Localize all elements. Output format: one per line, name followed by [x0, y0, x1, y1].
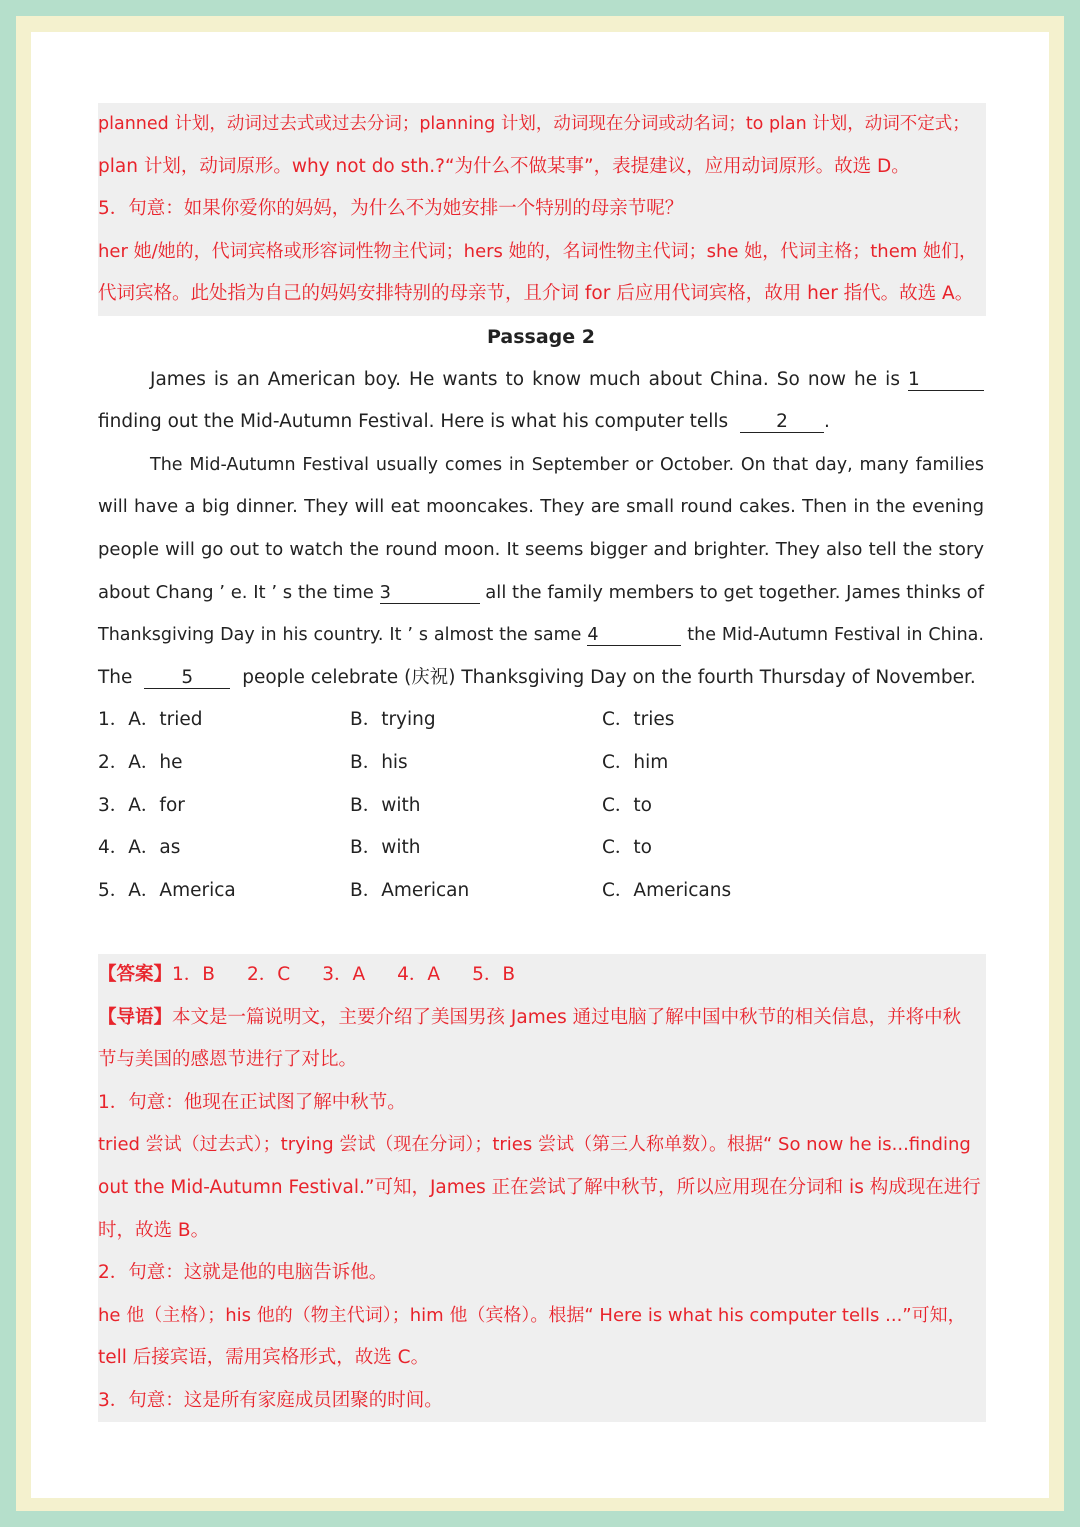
- answer-text: [98, 954, 986, 1423]
- explanation-top-text: [98, 103, 986, 316]
- explanation-line: plan 计划，动词原形。why not do sth.?“为什么不做某事”，表提建议，应用动词原形。故选 D。: [98, 155, 910, 177]
- passage-text: The: [98, 666, 133, 688]
- passage-text: James is an American boy. He wants to know much about China. So now he is: [150, 368, 900, 390]
- guide-label: 【导语】: [98, 1006, 173, 1028]
- blank-1: 1: [908, 370, 984, 391]
- option-row: [98, 742, 984, 785]
- option-a: 5．A．America: [98, 879, 236, 901]
- passage-text: .: [824, 411, 830, 433]
- option-b: B．American: [350, 879, 470, 901]
- guide-line: 节与美国的感恩节进行了对比。: [98, 1049, 358, 1071]
- answer-item: 4．A: [397, 964, 441, 985]
- passage-line: [98, 359, 984, 402]
- explanation-line: 2．句意：这就是他的电脑告诉他。: [98, 1262, 388, 1284]
- explanation-line: 1．句意：他现在正试图了解中秋节。: [98, 1091, 406, 1113]
- option-a: 4．A．as: [98, 837, 181, 859]
- passage-text: all the family members to get together. James thinks of: [485, 581, 984, 603]
- explanation-line: her 她/她的，代词宾格或形容词性物主代词；hers 她的，名词性物主代词；she 她，代词主格；them 她们，: [98, 240, 978, 262]
- option-row: [98, 870, 984, 913]
- explanation-line: 3．句意：这是所有家庭成员团聚的时间。: [98, 1389, 443, 1411]
- passage-line: [98, 657, 984, 700]
- passage-text: the Mid-Autumn Festival in China.: [687, 625, 984, 646]
- option-a: 3．A．for: [98, 794, 185, 816]
- passage-line: [98, 401, 984, 444]
- explanation-line: 5．句意：如果你爱你的妈妈，为什么不为她安排一个特别的母亲节呢？: [98, 198, 684, 220]
- blank-5: 5: [144, 668, 230, 689]
- explanation-line: tell 后接宾语，需用宾格形式，故选 C。: [98, 1347, 430, 1369]
- option-c: C．tries: [602, 709, 675, 731]
- option-c: C．Americans: [602, 879, 732, 901]
- answer-label: 【答案】: [98, 964, 173, 985]
- option-b: B．trying: [350, 709, 436, 731]
- document-page: [31, 32, 1049, 1498]
- explanation-line: planned 计划，动词过去式或过去分词；planning 计划，动词现在分词或动名词；to plan 计划，动词不定式；: [98, 114, 970, 134]
- option-row: [98, 785, 984, 828]
- blank-3: 3: [380, 583, 480, 604]
- option-a: 2．A．he: [98, 751, 183, 773]
- option-row: [98, 699, 984, 742]
- answer-line: [98, 954, 986, 997]
- explanation-line: 代词宾格。此处指为自己的妈妈安排特别的母亲节，且介词 for 后应用代词宾格，故用 her 指代。故选 A。: [98, 283, 974, 305]
- passage-line: people will go out to watch the round moon. It seems bigger and brighter. They also tell the story: [98, 538, 984, 560]
- option-c: C．to: [602, 837, 652, 859]
- guide-line: [98, 997, 986, 1040]
- option-b: B．with: [350, 794, 421, 816]
- explanation-line: 时，故选 B。: [98, 1219, 210, 1241]
- passage-line: The Mid-Autumn Festival usually comes in September or October. On that day, many families: [150, 454, 984, 475]
- passage-text: people celebrate (庆祝) Thanksgiving Day on the fourth Thursday of November.: [242, 666, 976, 688]
- passage: [98, 316, 984, 912]
- option-a: 1．A．tried: [98, 709, 203, 731]
- answer-item: 3．A: [322, 964, 366, 985]
- passage-text: about Chang ’ e. It ’ s the time: [98, 581, 374, 603]
- explanation-box-top: [98, 103, 986, 316]
- answer-item: 5．B: [472, 964, 516, 985]
- passage-line: [98, 572, 984, 615]
- option-b: B．his: [350, 751, 408, 773]
- blank-2: 2: [740, 412, 824, 433]
- option-c: C．him: [602, 751, 669, 773]
- passage-text: Thanksgiving Day in his country. It ’ s almost the same: [98, 625, 582, 646]
- explanation-line: he 他（主格）；his 他的（物主代词）；him 他（宾格）。根据“ Here is what his computer tells ...”可知，: [98, 1304, 966, 1326]
- passage-line: [98, 614, 984, 657]
- answer-item: 2．C: [246, 964, 291, 985]
- explanation-line: out the Mid-Autumn Festival.”可知，James 正在尝试了解中秋节，所以应用现在分词和 is 构成现在进行: [98, 1176, 981, 1198]
- option-c: C．to: [602, 794, 652, 816]
- answer-box: [98, 954, 986, 1422]
- explanation-line: tried 尝试（过去式）；trying 尝试（现在分词）；tries 尝试（第三人称单数）。根据“ So now he is...finding: [98, 1134, 971, 1156]
- options-list: [98, 699, 984, 912]
- option-row: [98, 827, 984, 870]
- passage-text: finding out the Mid-Autumn Festival. Here is what his computer tells: [98, 411, 729, 433]
- option-b: B．with: [350, 837, 421, 859]
- answer-item: 1．B: [172, 964, 215, 985]
- blank-4: 4: [587, 625, 681, 646]
- passage-line: will have a big dinner. They will eat mooncakes. They are small round cakes. Then in the evening: [98, 496, 984, 518]
- passage-title: Passage 2: [487, 326, 595, 348]
- guide-text: 本文是一篇说明文，主要介绍了美国男孩 James 通过电脑了解中国中秋节的相关信息，并将中秋: [172, 1006, 962, 1028]
